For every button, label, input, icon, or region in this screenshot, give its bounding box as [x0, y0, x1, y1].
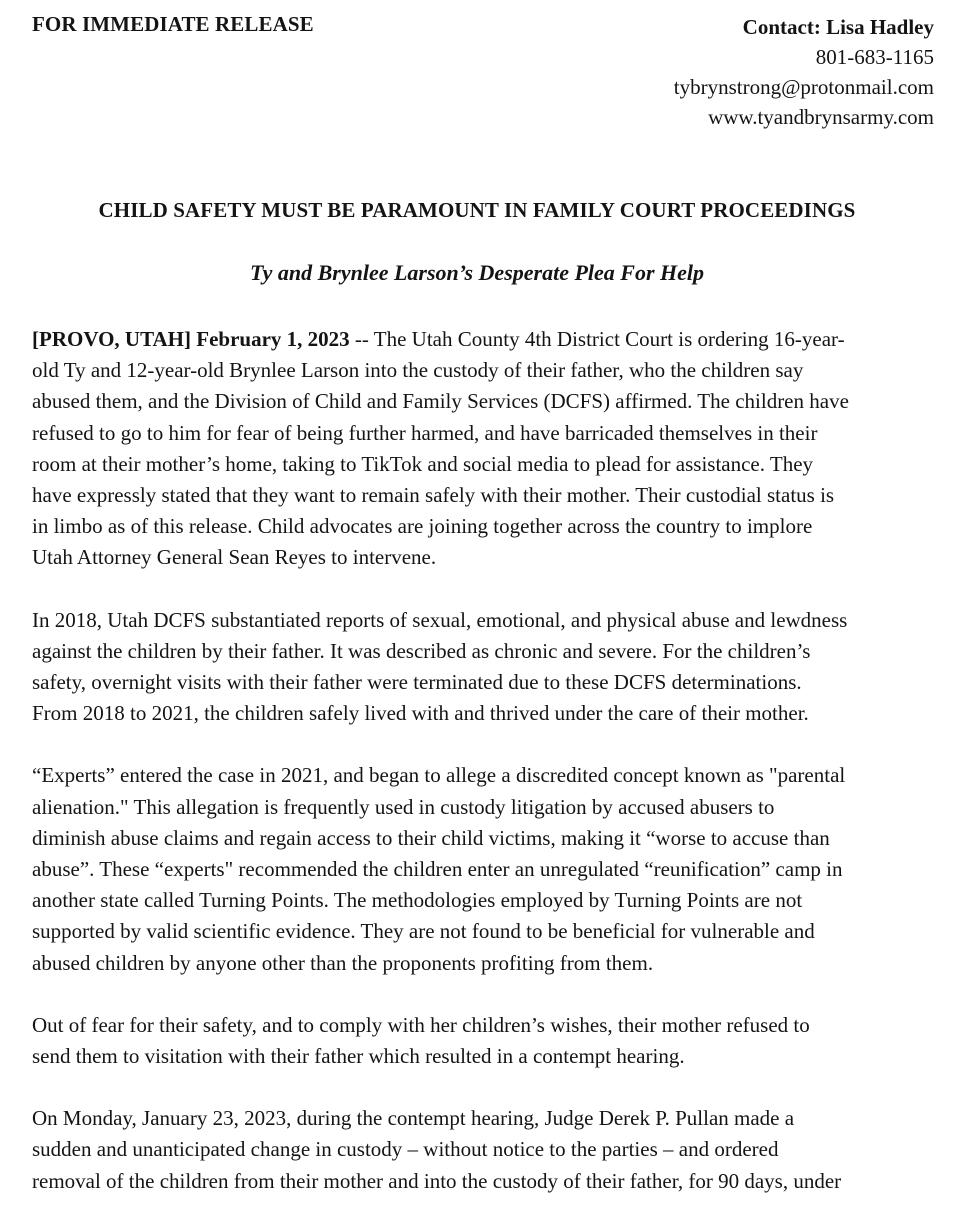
paragraph-line: Utah Attorney General Sean Reyes to intervene.	[32, 545, 437, 570]
paragraph-line: send them to visitation with their father which resulted in a contempt hearing.	[32, 1044, 685, 1069]
release-body	[32, 324, 937, 1228]
contact-website: www.tyandbrynsarmy.com	[708, 105, 934, 129]
paragraph-line: safety, overnight visits with their father were terminated due to these DCFS determinations.	[32, 670, 802, 695]
contact-name: Contact: Lisa Hadley	[742, 15, 934, 39]
paragraph-line: abuse”. These “experts" recommended the children enter an unregulated “reunification” camp in	[32, 857, 843, 882]
paragraph-line: diminish abuse claims and regain access to their child victims, making it “worse to accuse than	[32, 825, 830, 850]
paragraph-lead	[32, 324, 937, 574]
paragraph-line: against the children by their father. It was described as chronic and severe. For the children’s	[32, 638, 811, 663]
paragraph-line	[32, 324, 937, 355]
dateline: [PROVO, UTAH] February 1, 2023	[32, 327, 350, 351]
paragraph-line: On Monday, January 23, 2023, during the contempt hearing, Judge Derek P. Pullan made a	[32, 1106, 795, 1131]
paragraph-line: abused them, and the Division of Child and Family Services (DCFS) affirmed. The children have	[32, 389, 849, 414]
paragraph-line: have expressly stated that they want to remain safely with their mother. Their custodial status is	[32, 483, 835, 508]
paragraph-line: old Ty and 12-year-old Brynlee Larson into the custody of their father, who the children say	[32, 358, 804, 383]
paragraph-line: abused children by anyone other than the proponents profiting from them.	[32, 950, 654, 975]
paragraph-contempt	[32, 1010, 937, 1072]
paragraph-line: From 2018 to 2021, the children safely lived with and thrived under the care of their mother.	[32, 701, 809, 726]
contact-email: tybrynstrong@protonmail.com	[673, 75, 934, 99]
contact-block	[674, 12, 934, 132]
paragraph-line: room at their mother’s home, taking to TikTok and social media to plead for assistance. They	[32, 451, 814, 476]
paragraph-history	[32, 605, 937, 730]
paragraph-hearing	[32, 1103, 937, 1197]
line-text: -- The Utah County 4th District Court is ordering 16-year-	[349, 327, 845, 351]
paragraph-line: in limbo as of this release. Child advocates are joining together across the country to implore	[32, 514, 813, 539]
paragraph-line: refused to go to him for fear of being further harmed, and have barricaded themselves in their	[32, 420, 818, 445]
paragraph-line: supported by valid scientific evidence. They are not found to be beneficial for vulnerable and	[32, 919, 815, 944]
subheadline: Ty and Brynlee Larson’s Desperate Plea For Help	[249, 260, 704, 285]
paragraph-line: Out of fear for their safety, and to comply with her children’s wishes, their mother refused to	[32, 1012, 810, 1037]
paragraph-experts	[32, 760, 937, 978]
paragraph-line: removal of the children from their mother and into the custody of their father, for 90 days, under	[32, 1168, 842, 1193]
contact-phone: 801-683-1165	[815, 45, 934, 69]
paragraph-line: alienation." This allegation is frequently used in custody litigation by accused abusers to	[32, 794, 775, 819]
release-label: FOR IMMEDIATE RELEASE	[32, 12, 314, 36]
paragraph-line: In 2018, Utah DCFS substantiated reports of sexual, emotional, and physical abuse and lewdness	[32, 607, 848, 632]
headline: CHILD SAFETY MUST BE PARAMOUNT IN FAMILY COURT PROCEEDINGS	[98, 198, 856, 222]
paragraph-line: sudden and unanticipated change in custody – without notice to the parties – and ordered	[32, 1137, 779, 1162]
paragraph-line: another state called Turning Points. The methodologies employed by Turning Points are not	[32, 888, 803, 913]
paragraph-line: “Experts” entered the case in 2021, and began to allege a discredited concept known as "parental	[32, 763, 846, 788]
